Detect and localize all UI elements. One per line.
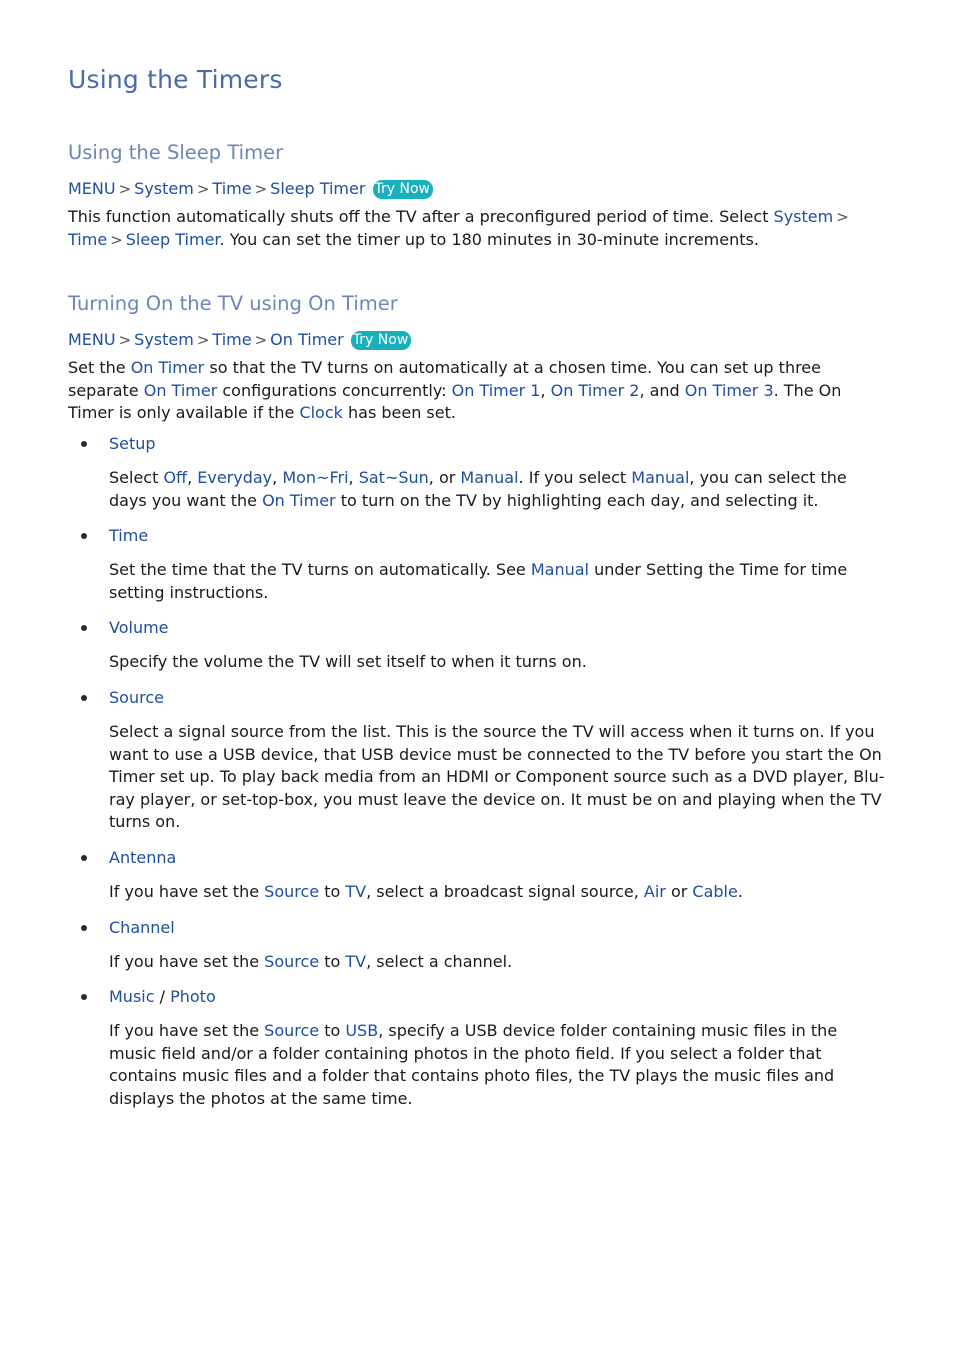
- on-timer-description: [68, 357, 888, 425]
- off-link[interactable]: Off: [163, 467, 188, 487]
- text: , you can select the days you want the: [109, 467, 847, 510]
- text: , specify a USB device folder containing music files in the music field and/or a folder containing photos in the photo field. If you select a folder that contains music files and a folder that contains photo files, the TV plays the music files and displays the photos at the same time.: [109, 1021, 838, 1108]
- text: If you have set the: [109, 951, 265, 971]
- text: If you have set the: [109, 1021, 265, 1041]
- antenna-option-title[interactable]: Antenna: [109, 847, 177, 867]
- text: .: [737, 881, 743, 901]
- page-title: Using the Timers: [68, 65, 283, 94]
- source-option-description: [109, 721, 889, 834]
- text: ,: [187, 467, 198, 487]
- text: This function automatically shuts off the TV after a preconfigured period of time. Select: [68, 207, 774, 226]
- cable-link[interactable]: Cable: [692, 881, 738, 901]
- text: ,: [272, 467, 283, 487]
- manual-link[interactable]: Manual: [460, 467, 519, 487]
- text: Set the time that the TV turns on automatically. See: [109, 560, 531, 580]
- bullet-icon: [81, 855, 87, 861]
- photo-option-title[interactable]: Photo: [170, 987, 216, 1007]
- list-item: [109, 617, 889, 674]
- text: under Setting the Time for time setting instructions.: [109, 560, 848, 602]
- source-link[interactable]: Source: [264, 881, 320, 901]
- sleep-timer-link[interactable]: Sleep Timer: [125, 229, 220, 249]
- bullet-icon: [81, 441, 87, 447]
- text: If you have set the: [109, 881, 265, 901]
- try-now-button[interactable]: Try Now: [373, 180, 433, 199]
- text: to: [319, 1021, 346, 1041]
- text: , select a broadcast signal source,: [366, 881, 644, 901]
- antenna-option-description: [109, 881, 889, 904]
- text: so that the TV turns on automatically at a chosen time. You can set up three separate: [68, 358, 821, 400]
- list-item: [109, 986, 889, 1110]
- source-link[interactable]: Source: [264, 1021, 320, 1041]
- chevron-right-icon: >: [254, 180, 268, 198]
- sleep-timer-heading: Using the Sleep Timer: [68, 141, 284, 164]
- air-link[interactable]: Air: [643, 881, 666, 901]
- list-item: [109, 433, 889, 512]
- setup-option-title[interactable]: Setup: [109, 433, 156, 453]
- text: . If you select: [518, 467, 632, 487]
- try-now-button[interactable]: Try Now: [351, 331, 411, 350]
- text: ,: [540, 380, 551, 400]
- bullet-icon: [81, 695, 87, 701]
- music-option-title[interactable]: Music: [109, 987, 155, 1007]
- text: configurations concurrently:: [217, 380, 452, 400]
- chevron-right-icon: >: [110, 230, 123, 249]
- clock-link[interactable]: Clock: [299, 403, 343, 423]
- text: . The On Timer is only available if the: [68, 380, 842, 423]
- on-timer-1-link[interactable]: On Timer 1: [451, 380, 541, 400]
- on-timer-3-link[interactable]: On Timer 3: [684, 380, 774, 400]
- text: to: [319, 951, 346, 971]
- system-link[interactable]: System: [773, 207, 834, 226]
- channel-option-title[interactable]: Channel: [109, 917, 175, 937]
- music-photo-option-title: [109, 986, 889, 1008]
- bullet-icon: [81, 925, 87, 931]
- path-on-timer-link[interactable]: On Timer: [270, 330, 344, 350]
- time-option-title[interactable]: Time: [109, 526, 149, 546]
- path-system-link[interactable]: System: [134, 330, 194, 350]
- volume-option-title[interactable]: Volume: [109, 618, 169, 638]
- chevron-right-icon: >: [196, 331, 210, 350]
- bullet-icon: [81, 994, 87, 1000]
- tv-link[interactable]: TV: [345, 881, 367, 901]
- bullet-icon: [81, 533, 87, 539]
- bullet-icon: [81, 625, 87, 631]
- list-item: [109, 687, 889, 834]
- sleep-timer-menu-path: [68, 178, 888, 200]
- title-separator: /: [154, 987, 171, 1007]
- volume-option-description: [109, 651, 889, 674]
- list-item: [109, 917, 889, 974]
- path-sleep-timer-link[interactable]: Sleep Timer: [270, 179, 366, 198]
- setup-option-description: [109, 467, 889, 512]
- text: . You can set the timer up to 180 minutes in 30-minute increments.: [219, 229, 759, 249]
- path-time-link[interactable]: Time: [212, 179, 252, 198]
- path-menu-link[interactable]: MENU: [68, 330, 116, 350]
- sleep-timer-description: [68, 206, 888, 251]
- on-timer-menu-path: [68, 329, 888, 351]
- text: Set the: [68, 358, 131, 378]
- text: , and: [639, 380, 685, 400]
- list-item: [109, 525, 889, 604]
- text: or: [665, 881, 693, 901]
- chevron-right-icon: >: [254, 331, 268, 350]
- manual-link[interactable]: Manual: [631, 467, 690, 487]
- text: Specify the volume the TV will set itself to when it turns on.: [109, 652, 587, 672]
- path-system-link[interactable]: System: [134, 179, 194, 198]
- time-option-description: [109, 559, 889, 604]
- chevron-right-icon: >: [118, 331, 132, 350]
- everyday-link[interactable]: Everyday: [197, 467, 273, 487]
- document-page: [68, 60, 888, 1110]
- path-menu-link[interactable]: MENU: [68, 179, 116, 198]
- source-link[interactable]: Source: [264, 951, 320, 971]
- on-timer-link[interactable]: On Timer: [143, 380, 218, 400]
- channel-option-description: [109, 951, 889, 974]
- text: , select a channel.: [366, 951, 513, 971]
- list-item: [109, 847, 889, 904]
- text: ,: [348, 467, 359, 487]
- on-timer-link[interactable]: On Timer: [262, 490, 336, 510]
- on-timer-2-link[interactable]: On Timer 2: [550, 380, 640, 400]
- on-timer-heading: Turning On the TV using On Timer: [68, 292, 398, 316]
- chevron-right-icon: >: [836, 208, 849, 226]
- text: Select a signal source from the list. This is the source the TV will access when it turns on. If you want to use a USB device, that USB device must be connected to the TV before you start the On Timer set up. To play back media from an HDMI or Component source such as a DVD player, Blu-ray player, or set-top-box, you must leave the device on. It must be on and playing when the TV turns on.: [109, 721, 885, 832]
- chevron-right-icon: >: [118, 180, 132, 198]
- sat-sun-link[interactable]: Sat~Sun: [358, 467, 429, 487]
- tv-link[interactable]: TV: [345, 951, 367, 971]
- text: , or: [428, 467, 461, 487]
- time-link[interactable]: Time: [68, 229, 108, 249]
- usb-link[interactable]: USB: [345, 1021, 379, 1041]
- source-option-title[interactable]: Source: [109, 687, 164, 707]
- manual-link[interactable]: Manual: [530, 560, 589, 580]
- text: Select: [109, 467, 164, 487]
- mon-fri-link[interactable]: Mon~Fri: [282, 467, 349, 487]
- path-time-link[interactable]: Time: [212, 330, 252, 350]
- text: to: [319, 881, 346, 901]
- on-timer-link[interactable]: On Timer: [130, 358, 205, 378]
- text: has been set.: [342, 403, 456, 423]
- on-timer-options-list: [109, 433, 889, 1111]
- text: to turn on the TV by highlighting each day, and selecting it.: [335, 490, 819, 510]
- chevron-right-icon: >: [196, 180, 210, 198]
- music-photo-option-description: [109, 1020, 889, 1110]
